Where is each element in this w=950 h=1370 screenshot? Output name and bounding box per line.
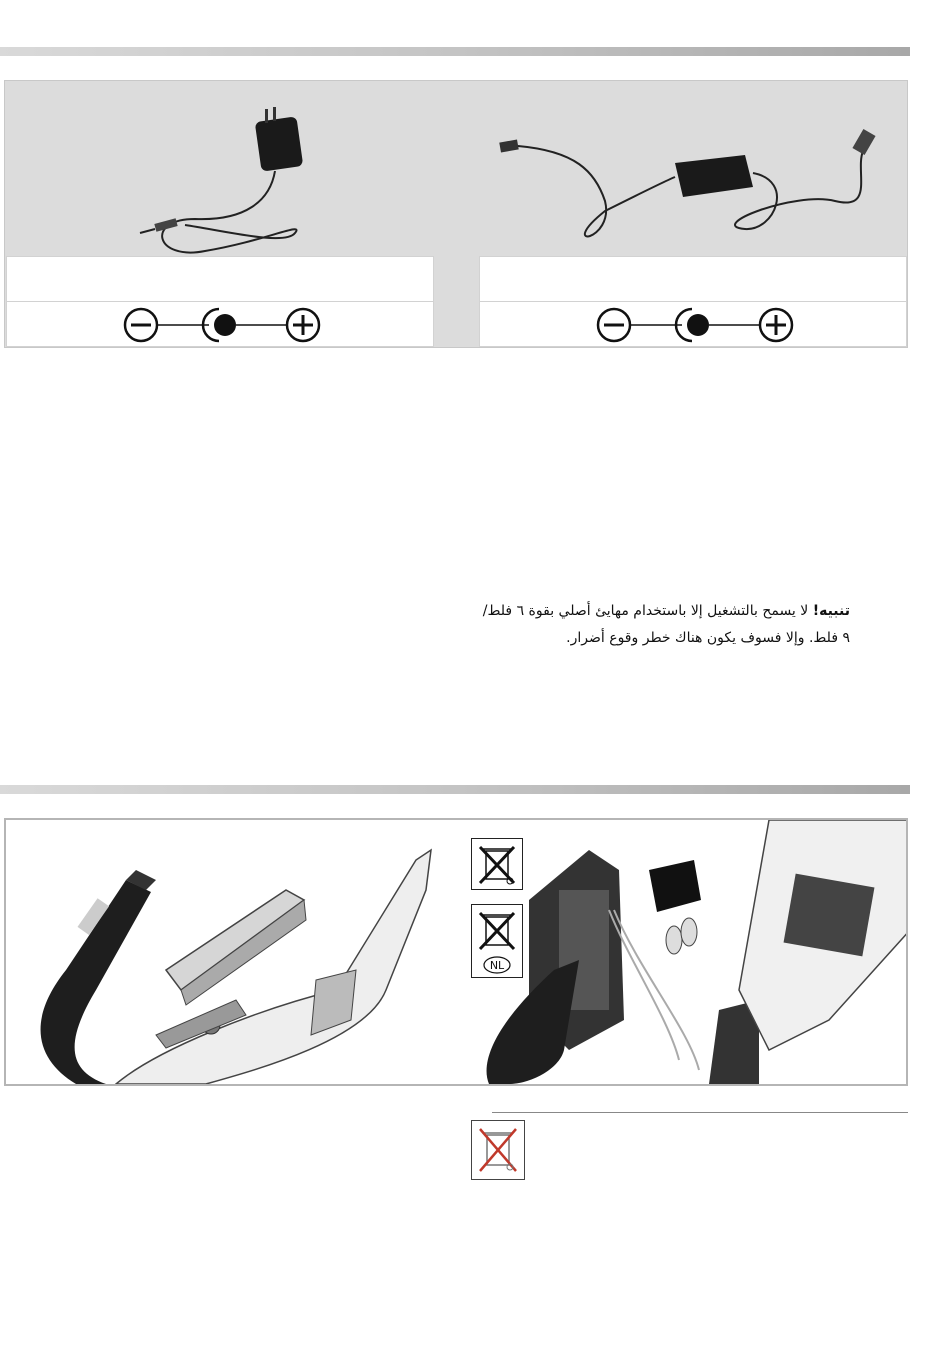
power-brick-icon bbox=[495, 111, 895, 251]
crossed-bin-icon bbox=[471, 1120, 525, 1180]
right-label-cell bbox=[479, 256, 907, 302]
left-label-cell bbox=[6, 256, 434, 302]
warning-line-2: ٩ فلط. وإلا فسوف يكون هناك خطر وقوع أضرار. bbox=[566, 630, 850, 646]
warning-text-1: لا يسمح بالتشغيل إلا باستخدام مهايئ أصلي بقوة ٦ فلط/ bbox=[482, 603, 813, 619]
adapter-panel bbox=[4, 80, 908, 348]
plug-adapter-icon bbox=[125, 101, 345, 261]
warning-label: تنبيه! bbox=[812, 603, 850, 619]
section-divider-bottom bbox=[0, 785, 910, 794]
polarity-icon bbox=[592, 305, 802, 345]
handle-console-illustration bbox=[6, 820, 466, 1084]
section-divider-top bbox=[0, 47, 910, 56]
polarity-icon bbox=[119, 305, 329, 345]
disposal-divider bbox=[492, 1112, 908, 1113]
nl-label: NL bbox=[489, 959, 505, 972]
battery-compartment-illustration bbox=[469, 820, 908, 1084]
right-polarity-cell bbox=[479, 301, 907, 347]
warning-line-1 bbox=[430, 598, 850, 625]
warning-notice bbox=[430, 598, 850, 652]
left-polarity-cell bbox=[6, 301, 434, 347]
device-illustration-panel bbox=[4, 818, 908, 1086]
